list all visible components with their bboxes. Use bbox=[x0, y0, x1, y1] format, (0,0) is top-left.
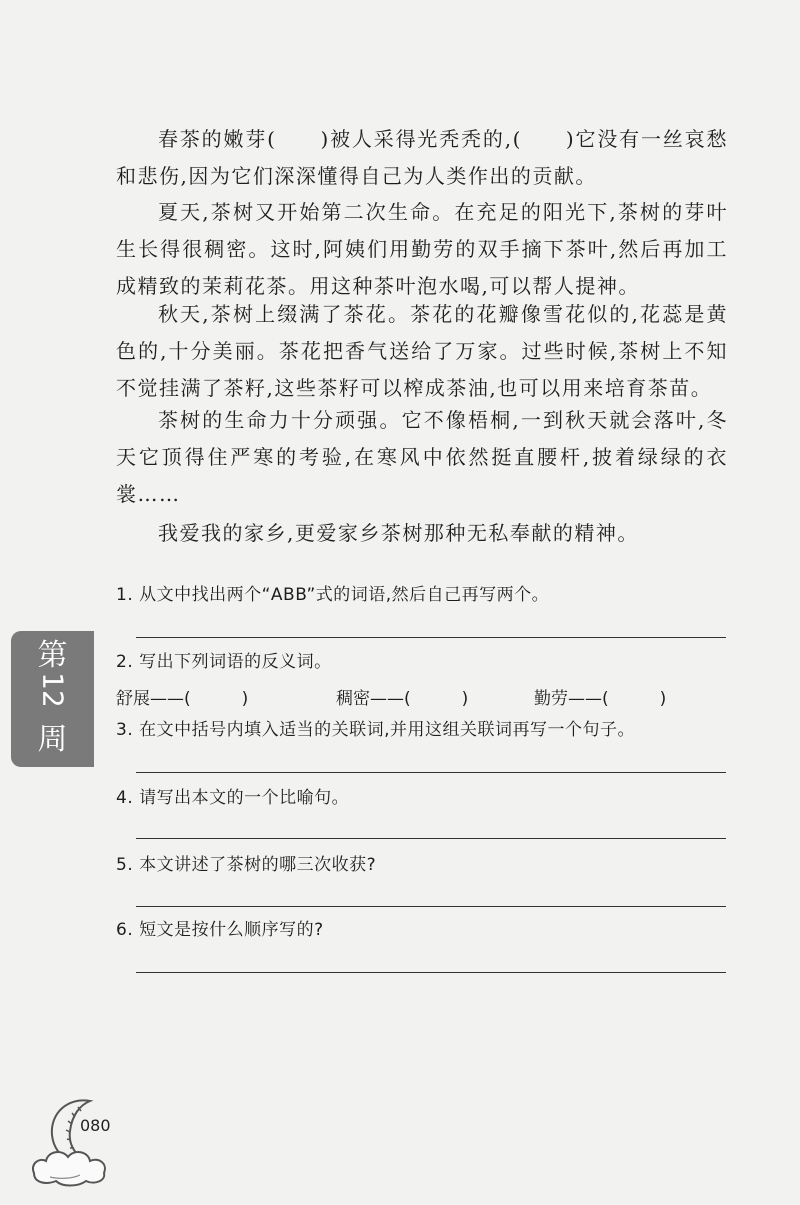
question-1: 1. 从文中找出两个“ABB”式的词语,然后自己再写两个。 bbox=[116, 585, 550, 605]
passage-paragraph-4: 茶树的生命力十分顽强。它不像梧桐,一到秋天就会落叶,冬天它顶得住严寒的考验,在寒风中依然挺直腰杆,披着绿绿的衣裳…… bbox=[116, 408, 728, 506]
page-number: 080 bbox=[80, 1116, 111, 1135]
antonym-item-2[interactable]: 稠密——( ) bbox=[336, 689, 469, 709]
week-tab-suffix: 周 bbox=[37, 722, 68, 757]
passage-paragraph-3: 秋天,茶树上缀满了茶花。茶花的花瓣像雪花似的,花蕊是黄色的,十分美丽。茶花把香气送给了万家。过些时候,茶树上不知不觉挂满了茶籽,这些茶籽可以榨成茶油,也可以用来培育茶苗。 bbox=[116, 302, 728, 400]
answer-line-5[interactable] bbox=[136, 906, 726, 907]
passage-paragraph-5: 我爱我的家乡,更爱家乡茶树那种无私奉献的精神。 bbox=[158, 521, 639, 545]
question-6: 6. 短文是按什么顺序写的? bbox=[116, 920, 324, 940]
week-tab-prefix: 第 bbox=[37, 638, 68, 673]
answer-line-1[interactable] bbox=[136, 637, 726, 638]
answer-line-4[interactable] bbox=[136, 838, 726, 839]
week-tab-number: 12 bbox=[36, 672, 70, 708]
question-3: 3. 在文中括号内填入适当的关联词,并用这组关联词再写一个句子。 bbox=[116, 720, 636, 740]
antonym-item-1[interactable]: 舒展——( ) bbox=[116, 689, 249, 709]
question-5: 5. 本文讲述了茶树的哪三次收获? bbox=[116, 855, 377, 875]
answer-line-3[interactable] bbox=[136, 772, 726, 773]
passage-paragraph-1: 春茶的嫩芽( )被人采得光秃秃的,( )它没有一丝哀愁和悲伤,因为它们深深懂得自己为人类作出的贡献。 bbox=[116, 127, 728, 188]
antonym-item-3[interactable]: 勤劳——( ) bbox=[534, 689, 667, 709]
question-4: 4. 请写出本文的一个比喻句。 bbox=[116, 788, 350, 808]
moon-cloud-icon bbox=[28, 1093, 128, 1188]
question-2: 2. 写出下列词语的反义词。 bbox=[116, 652, 332, 672]
passage-paragraph-2: 夏天,茶树又开始第二次生命。在充足的阳光下,茶树的芽叶生长得很稠密。这时,阿姨们用勤劳的双手摘下茶叶,然后再加工成精致的茉莉花茶。用这种茶叶泡水喝,可以帮人提神。 bbox=[116, 200, 728, 298]
week-tab bbox=[11, 631, 94, 767]
answer-line-6[interactable] bbox=[136, 972, 726, 973]
